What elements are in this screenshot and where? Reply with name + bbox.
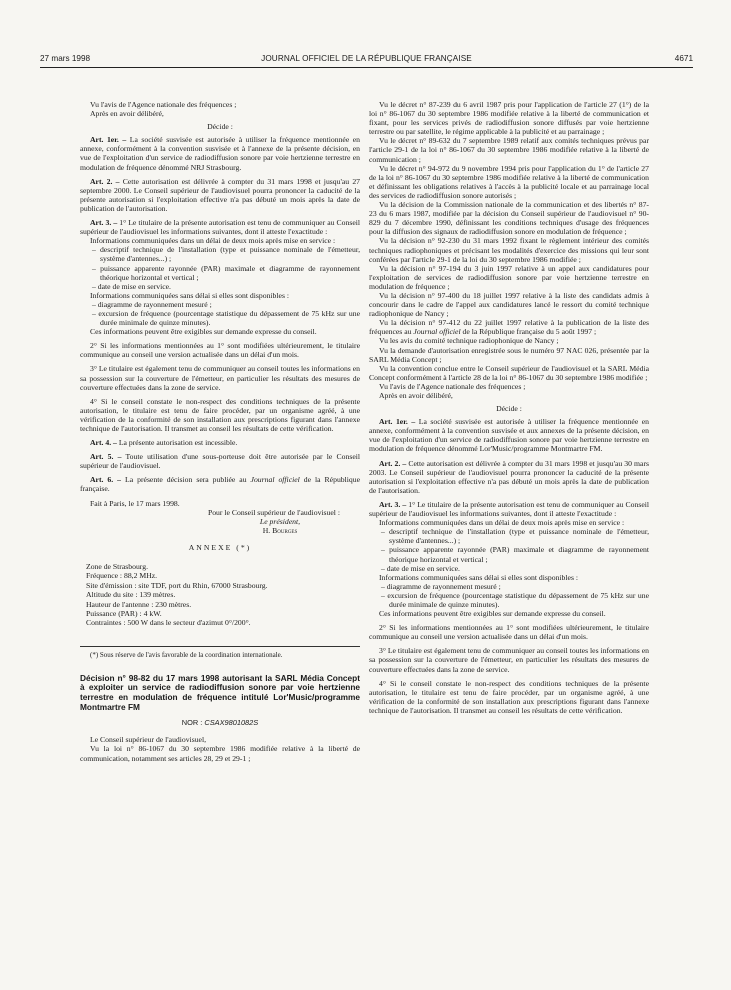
vu-paragraph: Vu les avis du comité technique radiophonique de Nancy ; [379, 336, 559, 346]
article-label: Art. 1er. – [379, 417, 416, 427]
nor-label: NOR : [181, 718, 205, 728]
list-item: – date de mise en service. [92, 281, 171, 291]
article-text: Toute utilisation d'une sous-porteuse doit être autorisée par le Conseil supérieur de l'audiovisuel. [80, 452, 361, 471]
info-heading: Informations communiquées dans un délai de deux mois après mise en service : [90, 236, 336, 246]
annexe-body [80, 562, 360, 628]
decision-title: Décision n° 98-82 du 17 mars 1998 autorisant la SARL Média Concept à exploiter un service de radiodiffusion sonore par voie hertzienne terrestre en modulation de fréquence intitulé Lor'Music/programme Montmartre FM [80, 672, 360, 712]
info-heading: Informations communiquées dans un délai de deux mois après mise en service : [379, 518, 625, 528]
article-text: de la République française. [80, 475, 360, 494]
article-label: Art. 6. – [90, 475, 122, 485]
header-rule [40, 67, 693, 68]
info-heading: Informations communiquées sans délai si elles sont disponibles : [90, 290, 289, 300]
annexe-line: Contraintes : 500 W dans le secteur d'azimut 0°/200°. [86, 618, 251, 628]
paragraph: 3° Le titulaire est également tenu de communiquer au conseil toutes les informations en sa possession sur la couverture de l'émetteur, en particulier les résultats des mesures de couverture effectuées dans la zone de service. [369, 646, 649, 674]
right-column [369, 100, 649, 715]
paragraph: Ces informations peuvent être exigibles sur demande expresse du conseil. [90, 327, 317, 337]
annexe-title: ANNEXE (*) [188, 542, 252, 552]
vu-paragraph: Vu le décret n° 94-972 du 9 novembre 1994 pris pour l'application du 1° de l'article 27 de la loi n° 86-1067 du 30 septembre 1986 modifiée relative à la liberté de communication et définissant les obligations relatives à l'accès à la publicité locale et au parrainage local des services de radiodiffusion sonore autorisés ; [369, 163, 649, 200]
paragraph: Le Conseil supérieur de l'audiovisuel, [90, 735, 207, 745]
header-page-number: 4671 [674, 54, 693, 63]
annexe-line: Site d'émission : site TDF, port du Rhin, 67000 Strasbourg. [86, 580, 268, 590]
article-text: Cette autorisation est délivrée à compter du 31 mars 1998 et jusqu'au 30 mars 2003. Le Conseil supérieur de l'audiovisuel pourra prononcer la caducité de la présente autorisation si l'exploitation effective n'a pas débuté un mois après la date de publication de l'autorisation. [369, 458, 650, 495]
president-role: Le président, [259, 516, 301, 526]
article-text: Cette autorisation est délivrée à compter du 31 mars 1998 et jusqu'au 27 septembre 2000. Le Conseil supérieur de l'audiovisuel pourra prononcer la caducité de la présente autorisation si l'exploitation effective n'a pas débuté un mois après la date de publication de l'autorisation. [80, 176, 361, 213]
article-3 [80, 218, 360, 236]
article-text: La société susvisée est autorisée à utiliser la fréquence mentionnée en annexe, conformément à la convention susvisée et à l'annexe de la présente décision, en vue de l'exploitation d'un service de radiodiffusion sonore par voie hertzienne terrestre en modulation de fréquence dénommé NRJ Strasbourg. [80, 135, 361, 172]
annexe-line: Fréquence : 88,2 MHz. [86, 571, 158, 581]
journal-officiel-ref: Journal officiel [250, 475, 300, 485]
article-label: Art. 2. – [90, 176, 120, 186]
date-line: Fait à Paris, le 17 mars 1998. [90, 498, 180, 508]
president-name: H. Bourges [262, 525, 298, 535]
article-text: 1° Le titulaire de la présente autorisation est tenu de communiquer au Conseil supérieur de l'audiovisuel les informations suivantes, dont il atteste l'exactitude : [369, 499, 650, 519]
vu-paragraph: Vu la décision n° 97-194 du 3 juin 1997 relative à un appel aux candidatures pour l'exploitation de services de radiodiffusion sonore par voie hertzienne terrestre en modulation de fréquence ; [369, 263, 649, 291]
paragraph-text: de la République française du 5 août 1997 ; [460, 327, 597, 337]
article-text: La présente autorisation est incessible. [118, 438, 238, 448]
annexe-line: Puissance (PAR) : 4 kW. [86, 609, 162, 619]
article-text: La société susvisée est autorisée à utiliser la fréquence mentionnée en annexe, conformément à la convention susvisée et aux annexes de la présente décision, en vue de l'exploitation d'un service de radiodiffusion sonore par voie hertzienne terrestre en modulation de fréquence dénommé Lor'Music/programme Montmartre FM. [369, 417, 650, 454]
signature-role [80, 517, 360, 526]
vu-paragraph [369, 318, 649, 336]
deliberation-line: Après en avoir délibéré, [379, 391, 453, 400]
article-label: Art. 2. – [379, 458, 407, 468]
vu-paragraph: Vu l'avis de l'Agence nationale des fréquences ; [90, 100, 237, 109]
list-item: – diagramme de rayonnement mesuré ; [92, 299, 212, 309]
article-4 [80, 438, 360, 447]
header-journal-title: JOURNAL OFFICIEL DE LA RÉPUBLIQUE FRANÇAISE [261, 54, 472, 63]
vu-paragraph: Vu la demande d'autorisation enregistrée sous le numéro 97 NAC 026, présentée par la SARL Média Concept ; [369, 345, 649, 364]
info-heading: Informations communiquées sans délai si elles sont disponibles : [379, 572, 578, 582]
annexe-line: Zone de Strasbourg. [86, 562, 148, 572]
vu-paragraph: Vu le décret n° 89-632 du 7 septembre 1989 relatif aux comités techniques prévus par l'article 29-1 de la loi n° 86-1067 du 30 septembre 1986 modifiée relative à la liberté de communication ; [369, 136, 649, 164]
article-1 [369, 417, 649, 453]
vu-paragraph: Vu la décision de la Commission nationale de la communication et des libertés n° 87-23 du 6 mars 1987, modifiée par la décision du Conseil supérieur de l'audiovisuel n° 90-829 du 7 décembre 1990, définissant les conditions techniques d'usage des fréquences pour la diffusion des signaux de radiodiffusion sonore en modulation de fréquence ; [369, 200, 649, 237]
paragraph: 4° Si le conseil constate le non-respect des conditions techniques de la présente autorisation, le titulaire est tenu de faire procéder, par un organisme agréé, à une vérification de la conformité de son installation aux prescriptions figurant dans l'annexe technique de l'autorisation. Il transmet au conseil les résultats de cette vérification. [369, 678, 649, 715]
page-header [40, 54, 693, 68]
list-item: – excursion de fréquence (pourcentage statistique du dépassement de 75 kHz sur une durée minimale de quinze minutes). [92, 308, 360, 328]
header-date: 27 mars 1998 [40, 54, 91, 63]
article-label: Art. 3. – [379, 499, 407, 509]
footnote: (*) Sous réserve de l'avis favorable de la coordination internationale. [90, 650, 283, 659]
info-list [369, 582, 649, 609]
vu-paragraph: Vu l'avis de l'Agence nationale des fréquences ; [379, 381, 526, 391]
article-6 [80, 475, 360, 493]
paragraph: 3° Le titulaire est également tenu de communiquer au conseil toutes les informations en sa possession sur la couverture de l'émetteur, en particulier les résultats des mesures de couverture effectuées dans la zone de service. [80, 364, 360, 392]
nor-code: CSAX9801082S [204, 718, 259, 728]
paragraph: 2° Si les informations mentionnées au 1° sont modifiées ultérieurement, le titulaire communique au conseil une version actualisée dans un délai d'un mois. [80, 341, 360, 360]
article-label: Art. 1er. – [90, 135, 127, 145]
article-2 [369, 459, 649, 495]
signature-name [80, 526, 360, 535]
decide-heading: Décide : [207, 122, 233, 132]
paragraph-text: Vu la décision n° 97-412 du 22 juillet 1997 relative à la publication de la liste des fréquences au [369, 318, 649, 337]
vu-paragraph: Vu la convention conclue entre le Conseil supérieur de l'audiovisuel et la SARL Média Concept conformément à l'article 28 de la loi n° 86-1067 du 30 septembre 1986 modifiée ; [369, 363, 649, 382]
article-1 [80, 135, 360, 171]
annexe-line: Altitude du site : 139 mètres. [86, 590, 176, 600]
list-item: – puissance apparente rayonnée (PAR) maximale et diagramme de rayonnement théorique horizontal et vertical ; [92, 263, 360, 282]
left-column [80, 100, 360, 763]
info-list [80, 300, 360, 327]
article-label: Art. 4. – [90, 438, 117, 448]
vu-paragraph: Vu la décision n° 92-230 du 31 mars 1992 fixant le règlement intérieur des comités techniques radiophoniques et précisant les modalités d'exercice des missions qui leur sont conférées par l'article 29-1 de la loi du 30 septembre 1986 modifiée ; [369, 236, 649, 264]
info-list [80, 245, 360, 290]
decide-heading: Décide : [496, 404, 522, 414]
article-text: 1° Le titulaire de la présente autorisation est tenu de communiquer au Conseil supérieur de l'audiovisuel les informations suivantes, dont il atteste l'exactitude : [80, 218, 361, 237]
list-item: – descriptif technique de l'installation (type et puissance nominale de l'émetteur, système d'antennes...) ; [92, 245, 360, 264]
paragraph: Vu la loi n° 86-1067 du 30 septembre 1986 modifiée relative à la liberté de communication, notamment ses articles 28, 29 et 29-1 ; [80, 744, 360, 763]
paragraph: 4° Si le conseil constate le non-respect des conditions techniques de la présente autorisation, le titulaire est tenu de faire procéder, par un organisme agréé, à une vérification de la conformité de son installation aux prescriptions figurant dans l'annexe technique de l'autorisation. Il transmet au conseil les résultats de cette vérification. [80, 396, 360, 433]
nor-reference [80, 718, 360, 727]
list-item: – descriptif technique de l'installation (type et puissance nominale de l'émetteur, système d'antennes...) ; [381, 527, 649, 546]
article-5 [80, 452, 360, 470]
info-list [369, 527, 649, 572]
signature-intro: Pour le Conseil supérieur de l'audiovisuel : [207, 507, 340, 517]
article-3 [369, 500, 649, 518]
vu-paragraph: Vu le décret n° 87-239 du 6 avril 1987 pris pour l'application de l'article 27 (1°) de la loi n° 86-1067 du 30 septembre 1986 modifiée relative à la liberté de communication et fixant, pour les services privés de radiodiffusion sonore diffusés par voie hertzienne terrestre ou par satellite, le régime applicable à la publicité et au parrainage ; [369, 100, 649, 137]
list-item: – puissance apparente rayonnée (PAR) maximale et diagramme de rayonnement théorique horizontal et vertical ; [381, 545, 649, 564]
article-label: Art. 3. – [90, 218, 118, 228]
list-item: – diagramme de rayonnement mesuré ; [381, 581, 501, 591]
list-item: – date de mise en service. [381, 563, 460, 573]
deliberation-line: Après en avoir délibéré, [90, 109, 164, 119]
annexe-line: Hauteur de l'antenne : 230 mètres. [86, 599, 192, 609]
journal-officiel-ref: Journal officiel [413, 327, 461, 337]
footnote-rule [80, 646, 360, 647]
paragraph: 2° Si les informations mentionnées au 1° sont modifiées ultérieurement, le titulaire communique au conseil une version actualisée dans un délai d'un mois. [369, 623, 649, 642]
list-item: – excursion de fréquence (pourcentage statistique du dépassement de 75 kHz sur une durée minimale de quinze minutes). [381, 590, 649, 609]
article-text: La présente décision sera publiée au [125, 475, 251, 485]
article-2 [80, 177, 360, 213]
vu-paragraph: Vu la décision n° 97-400 du 18 juillet 1997 relative à la liste des candidats admis à concourir dans le cadre de l'appel aux candidatures lancé le ressort du comité technique radiophonique de Nancy ; [369, 290, 649, 319]
paragraph: Ces informations peuvent être exigibles sur demande expresse du conseil. [379, 609, 606, 619]
article-label: Art. 5. – [90, 452, 122, 462]
